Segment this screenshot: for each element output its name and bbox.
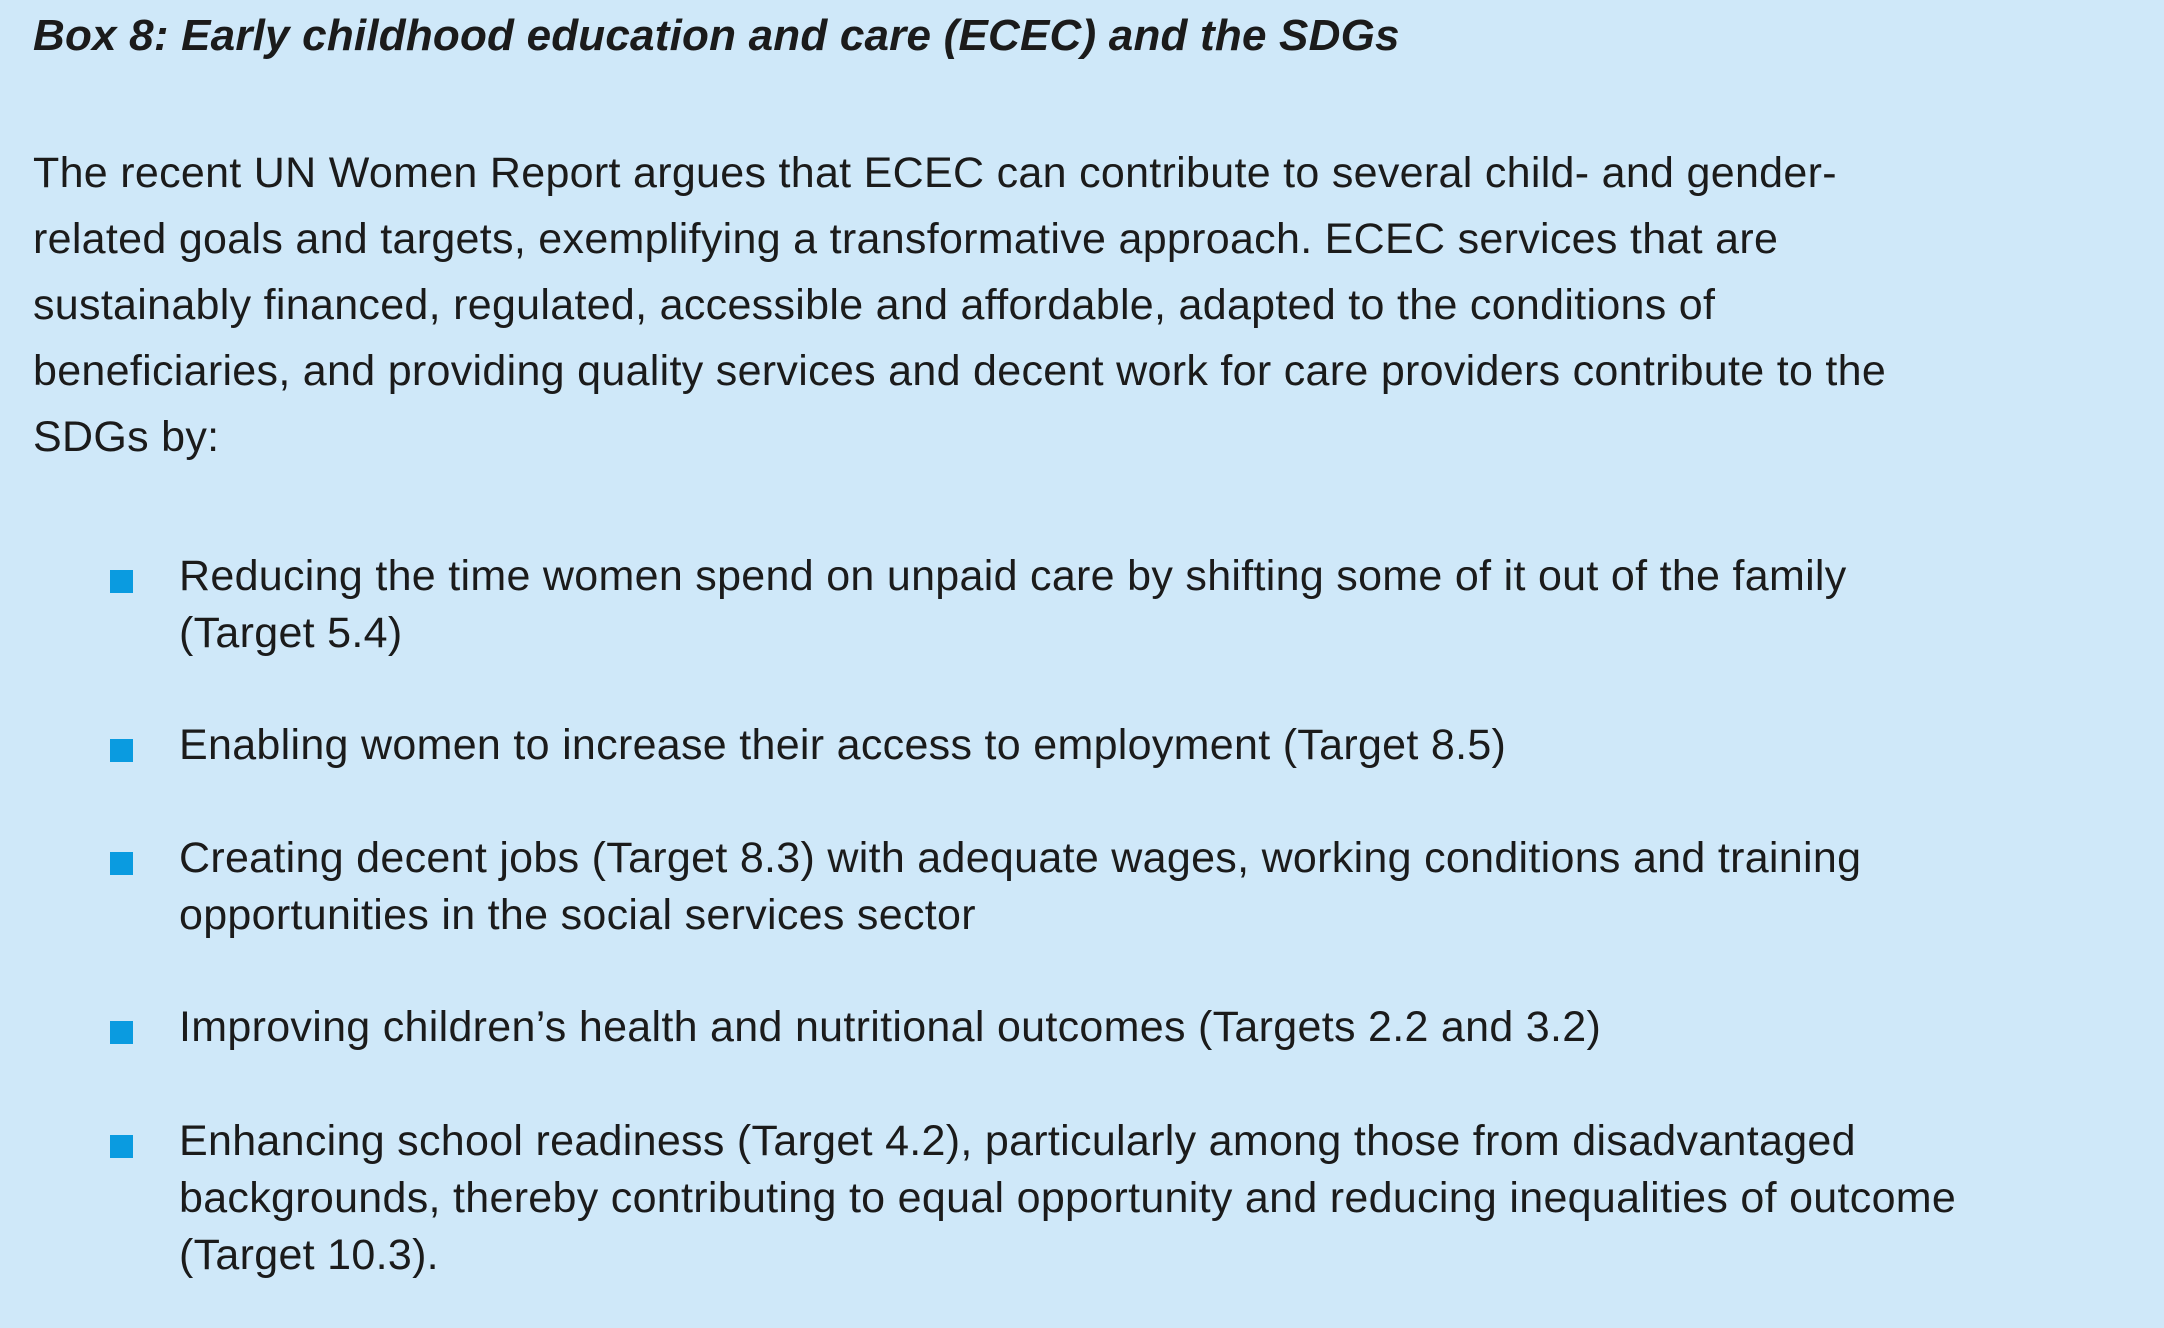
intro-line: SDGs by:	[33, 413, 220, 461]
bullet-text	[179, 1113, 1956, 1284]
bullet-line: Enabling women to increase their access to employment (Target 8.5)	[179, 721, 1507, 769]
bullet-line: Creating decent jobs (Target 8.3) with adequate wages, working conditions and training	[179, 834, 1862, 882]
bullet-line: Improving children’s health and nutritional outcomes (Targets 2.2 and 3.2)	[179, 1003, 1602, 1051]
bullet-line: backgrounds, thereby contributing to equal opportunity and reducing inequalities of outcome	[179, 1174, 1957, 1222]
bullet-line: (Target 5.4)	[179, 609, 403, 657]
bullet-text	[179, 999, 1601, 1056]
intro-line: related goals and targets, exemplifying a transformative approach. ECEC services that are	[33, 215, 1779, 263]
square-bullet-icon	[110, 570, 133, 593]
bullet-line: opportunities in the social services sector	[179, 891, 976, 939]
intro-paragraph	[33, 140, 2133, 470]
bullet-text	[179, 548, 1847, 662]
square-bullet-icon	[110, 852, 133, 875]
bullet-text	[179, 717, 1506, 774]
bullet-text	[179, 830, 1861, 944]
bullet-line: Reducing the time women spend on unpaid care by shifting some of it out of the family	[179, 552, 1847, 600]
square-bullet-icon	[110, 739, 133, 762]
square-bullet-icon	[110, 1021, 133, 1044]
intro-line: The recent UN Women Report argues that ECEC can contribute to several child- and gender-	[33, 149, 1837, 197]
box-title: Box 8: Early childhood education and care (ECEC) and the SDGs	[33, 11, 1400, 60]
intro-line: beneficiaries, and providing quality services and decent work for care providers contribute to the	[33, 347, 1887, 395]
square-bullet-icon	[110, 1135, 133, 1158]
bullet-line: (Target 10.3).	[179, 1231, 439, 1279]
bullet-line: Enhancing school readiness (Target 4.2), particularly among those from disadvantaged	[179, 1117, 1856, 1165]
intro-line: sustainably financed, regulated, accessible and affordable, adapted to the conditions of	[33, 281, 1716, 329]
